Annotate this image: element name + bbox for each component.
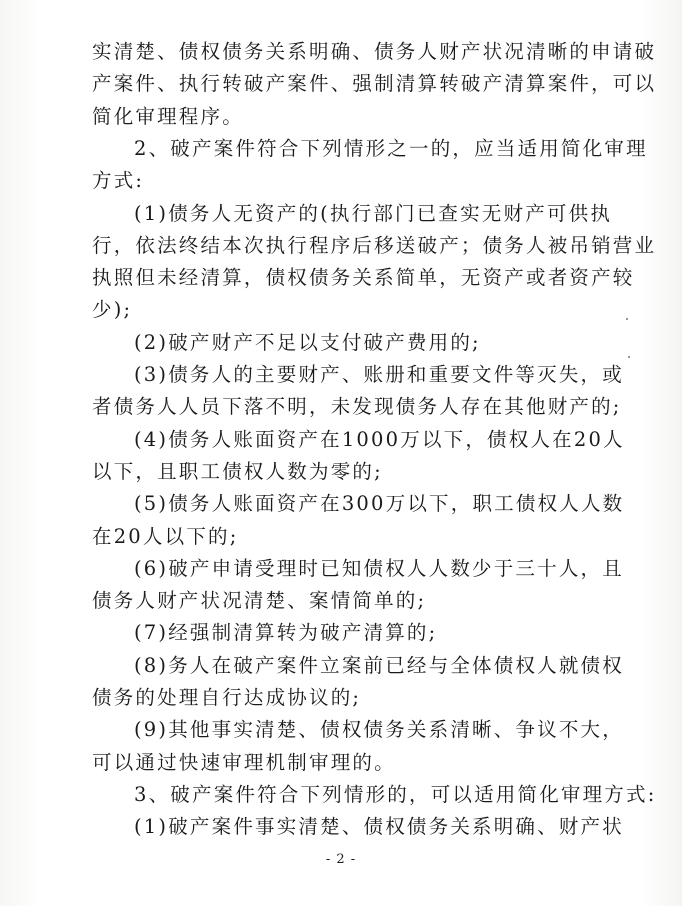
body-text-line: 方式: — [92, 169, 145, 193]
body-text-line: (4)债务人账面资产在1000万以下，债权人在20人 — [134, 427, 625, 451]
page-number: - 2 - — [325, 852, 357, 867]
body-text-line: 2、破产案件符合下列情形之一的，应当适用简化审理 — [134, 136, 648, 160]
body-text-line: 产案件、执行转破产案件、强制清算转破产清算案件，可以 — [92, 72, 657, 96]
body-text-line: 少); — [92, 298, 133, 322]
scan-speck — [628, 356, 630, 358]
scan-speck — [626, 318, 628, 320]
body-text-line: 债务的处理自行达成协议的; — [92, 686, 362, 709]
body-text-line: 者债务人人员下落不明，未发现债务人存在其他财产的; — [92, 395, 622, 419]
body-text-line: (9)其他事实清楚、债权债务关系清晰、争议不大， — [134, 718, 624, 742]
body-text-line: 行，依法终结本次执行程序后移送破产；债务人被吊销营业 — [92, 233, 657, 257]
body-text-line: (7)经强制清算转为破产清算的; — [134, 621, 438, 645]
body-text-line: 实清楚、债权债务关系明确、债务人财产状况清晰的申请破 — [92, 40, 657, 63]
body-text-line: 3、破产案件符合下列情形的，可以适用简化审理方式: — [134, 782, 657, 806]
body-text-line: (5)债务人账面资产在300万以下，职工债权人人数 — [134, 492, 625, 516]
body-text-line: 简化审理程序。 — [92, 104, 244, 128]
body-text-line: 在20人以下的; — [92, 524, 239, 548]
body-text-line: 以下，且职工债权人数为零的; — [92, 459, 383, 483]
body-text-line: 债务人财产状况清楚、案情简单的; — [92, 589, 427, 613]
body-text-line: 执照但未经清算，债权债务关系简单，无资产或者资产较 — [92, 266, 635, 290]
body-text-line: (1)债务人无资产的(执行部门已查实无财产可供执 — [134, 201, 613, 225]
body-text-line: (1)破产案件事实清楚、债权债务关系明确、财产状 — [134, 815, 624, 839]
body-text-line: (8)务人在破产案件立案前已经与全体债权人就债权 — [134, 653, 624, 677]
body-text-line: (6)破产申请受理时已知债权人人数少于三十人，且 — [134, 556, 624, 580]
body-text-line: 可以通过快速审理机制审理的。 — [92, 750, 396, 774]
body-text-line: (3)债务人的主要财产、账册和重要文件等灭失，或 — [134, 363, 624, 386]
body-text-line: (2)破产财产不足以支付破产费用的; — [134, 330, 481, 354]
